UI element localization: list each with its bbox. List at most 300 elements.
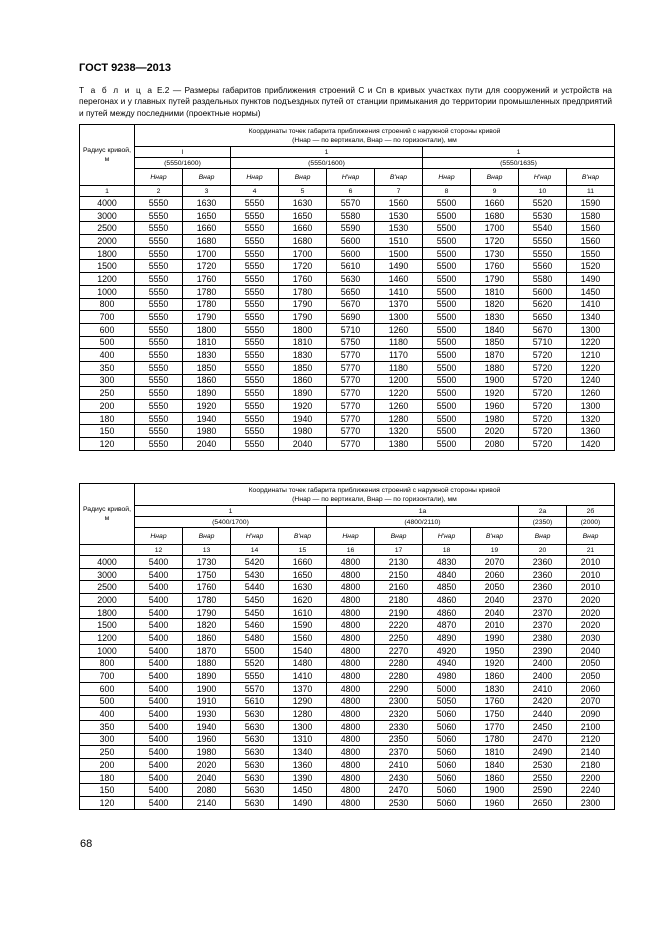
column-number: 18 xyxy=(423,545,471,556)
value-cell: 5630 xyxy=(231,784,279,797)
value-cell: 2650 xyxy=(519,797,567,810)
value-cell: 5060 xyxy=(423,746,471,759)
radius-cell: 250 xyxy=(80,746,135,759)
value-cell: 1780 xyxy=(279,285,327,298)
column-header: H'нар xyxy=(423,528,471,545)
table-row xyxy=(80,247,615,260)
table-row xyxy=(80,323,615,336)
value-cell: 1290 xyxy=(279,695,327,708)
value-cell: 4860 xyxy=(423,594,471,607)
value-cell: 1790 xyxy=(279,298,327,311)
table-row xyxy=(80,222,615,235)
gabarit-group: 2б xyxy=(567,506,615,517)
column-number: 4 xyxy=(231,186,279,197)
value-cell: 1940 xyxy=(279,412,327,425)
value-cell: 1490 xyxy=(567,273,615,286)
value-cell: 5550 xyxy=(135,361,183,374)
column-header: H'нар xyxy=(519,169,567,186)
value-cell: 2020 xyxy=(567,619,615,632)
radius-cell: 600 xyxy=(80,323,135,336)
value-cell: 1340 xyxy=(567,311,615,324)
table-row xyxy=(80,797,615,810)
table-row xyxy=(80,260,615,273)
value-cell: 1890 xyxy=(183,387,231,400)
value-cell: 2180 xyxy=(567,759,615,772)
value-cell: 2160 xyxy=(375,581,423,594)
table-row xyxy=(80,581,615,594)
value-cell: 5550 xyxy=(135,374,183,387)
value-cell: 1650 xyxy=(279,568,327,581)
value-cell: 1650 xyxy=(183,209,231,222)
column-number: 19 xyxy=(471,545,519,556)
value-cell: 2010 xyxy=(471,619,519,632)
value-cell: 1500 xyxy=(375,247,423,260)
value-cell: 2040 xyxy=(471,606,519,619)
value-cell: 4800 xyxy=(327,708,375,721)
value-cell: 1300 xyxy=(567,400,615,413)
value-cell: 5550 xyxy=(231,298,279,311)
column-number: 15 xyxy=(279,545,327,556)
table-row xyxy=(80,506,615,517)
value-cell: 5580 xyxy=(327,209,375,222)
value-cell: 2410 xyxy=(519,682,567,695)
value-cell: 1260 xyxy=(375,400,423,413)
value-cell: 1960 xyxy=(471,400,519,413)
value-cell: 5550 xyxy=(135,412,183,425)
value-cell: 5550 xyxy=(231,412,279,425)
column-header: B'нар xyxy=(375,169,423,186)
value-cell: 5550 xyxy=(231,336,279,349)
value-cell: 1200 xyxy=(375,374,423,387)
value-cell: 1450 xyxy=(279,784,327,797)
value-cell: 2150 xyxy=(375,568,423,581)
gabarit-subgroup: (2350) xyxy=(519,517,567,528)
value-cell: 5610 xyxy=(327,260,375,273)
value-cell: 5630 xyxy=(231,746,279,759)
column-header: Bнар xyxy=(183,528,231,545)
value-cell: 1680 xyxy=(183,235,231,248)
value-cell: 4800 xyxy=(327,771,375,784)
value-cell: 1730 xyxy=(183,556,231,569)
gabarit-group: 1а xyxy=(327,506,519,517)
value-cell: 2490 xyxy=(519,746,567,759)
value-cell: 1920 xyxy=(183,400,231,413)
value-cell: 1750 xyxy=(471,708,519,721)
radius-cell: 1500 xyxy=(80,260,135,273)
value-cell: 1420 xyxy=(567,438,615,451)
value-cell: 5550 xyxy=(519,247,567,260)
value-cell: 1860 xyxy=(471,771,519,784)
column-header: Bнар xyxy=(519,528,567,545)
value-cell: 1860 xyxy=(183,374,231,387)
column-header: H'нар xyxy=(327,169,375,186)
radius-cell: 200 xyxy=(80,400,135,413)
value-cell: 5400 xyxy=(135,720,183,733)
value-cell: 5550 xyxy=(135,235,183,248)
radius-cell: 150 xyxy=(80,784,135,797)
value-cell: 2020 xyxy=(183,759,231,772)
column-number: 10 xyxy=(519,186,567,197)
value-cell: 4830 xyxy=(423,556,471,569)
value-cell: 1720 xyxy=(183,260,231,273)
table-row xyxy=(80,438,615,451)
value-cell: 5480 xyxy=(231,632,279,645)
value-cell: 1950 xyxy=(471,644,519,657)
value-cell: 5610 xyxy=(231,695,279,708)
column-number-empty xyxy=(80,545,135,556)
value-cell: 1410 xyxy=(567,298,615,311)
value-cell: 5550 xyxy=(231,323,279,336)
value-cell: 2400 xyxy=(519,670,567,683)
value-cell: 1830 xyxy=(471,311,519,324)
value-cell: 5450 xyxy=(231,606,279,619)
value-cell: 1260 xyxy=(375,323,423,336)
value-cell: 5550 xyxy=(135,209,183,222)
value-cell: 2300 xyxy=(375,695,423,708)
value-cell: 2070 xyxy=(471,556,519,569)
value-cell: 1560 xyxy=(375,197,423,210)
value-cell: 5500 xyxy=(423,323,471,336)
value-cell: 1360 xyxy=(567,425,615,438)
table-row xyxy=(80,484,615,506)
table-row xyxy=(80,273,615,286)
radius-cell: 180 xyxy=(80,771,135,784)
value-cell: 2020 xyxy=(567,594,615,607)
value-cell: 1720 xyxy=(279,260,327,273)
value-cell: 2470 xyxy=(519,733,567,746)
column-header: Hнар xyxy=(135,169,183,186)
value-cell: 5550 xyxy=(231,361,279,374)
value-cell: 1860 xyxy=(279,374,327,387)
value-cell: 4800 xyxy=(327,720,375,733)
value-cell: 4940 xyxy=(423,657,471,670)
value-cell: 5720 xyxy=(519,374,567,387)
radius-cell: 4000 xyxy=(80,556,135,569)
value-cell: 5520 xyxy=(519,197,567,210)
radius-cell: 600 xyxy=(80,682,135,695)
value-cell: 2440 xyxy=(519,708,567,721)
value-cell: 1800 xyxy=(279,323,327,336)
column-number: 14 xyxy=(231,545,279,556)
value-cell: 4800 xyxy=(327,594,375,607)
value-cell: 2360 xyxy=(519,581,567,594)
value-cell: 1410 xyxy=(375,285,423,298)
value-cell: 1630 xyxy=(279,197,327,210)
table-row xyxy=(80,209,615,222)
value-cell: 1240 xyxy=(567,374,615,387)
value-cell: 1880 xyxy=(183,657,231,670)
value-cell: 1550 xyxy=(567,247,615,260)
column-number: 1 xyxy=(80,186,135,197)
value-cell: 1940 xyxy=(183,720,231,733)
value-cell: 5630 xyxy=(231,759,279,772)
value-cell: 2330 xyxy=(375,720,423,733)
value-cell: 5540 xyxy=(519,222,567,235)
value-cell: 5000 xyxy=(423,682,471,695)
value-cell: 5420 xyxy=(231,556,279,569)
value-cell: 5630 xyxy=(327,273,375,286)
value-cell: 2220 xyxy=(375,619,423,632)
value-cell: 5500 xyxy=(423,260,471,273)
value-cell: 5550 xyxy=(135,387,183,400)
value-cell: 2400 xyxy=(519,657,567,670)
value-cell: 5400 xyxy=(135,759,183,772)
value-cell: 1650 xyxy=(279,209,327,222)
value-cell: 2010 xyxy=(567,568,615,581)
value-cell: 2420 xyxy=(519,695,567,708)
value-cell: 5500 xyxy=(423,222,471,235)
value-cell: 5710 xyxy=(519,336,567,349)
radius-cell: 500 xyxy=(80,695,135,708)
table-row xyxy=(80,517,615,528)
value-cell: 1810 xyxy=(279,336,327,349)
value-cell: 1850 xyxy=(279,361,327,374)
value-cell: 2020 xyxy=(567,606,615,619)
value-cell: 1940 xyxy=(183,412,231,425)
value-cell: 1700 xyxy=(471,222,519,235)
value-cell: 5440 xyxy=(231,581,279,594)
title-line-1: Координаты точек габарита приближения строений с наружной стороны кривой xyxy=(248,127,501,135)
value-cell: 5500 xyxy=(423,387,471,400)
table-row xyxy=(80,619,615,632)
value-cell: 2040 xyxy=(567,644,615,657)
value-cell: 5060 xyxy=(423,797,471,810)
value-cell: 5500 xyxy=(423,400,471,413)
value-cell: 5550 xyxy=(231,222,279,235)
value-cell: 2200 xyxy=(567,771,615,784)
value-cell: 4890 xyxy=(423,632,471,645)
value-cell: 2410 xyxy=(375,759,423,772)
radius-cell: 300 xyxy=(80,733,135,746)
value-cell: 1530 xyxy=(375,222,423,235)
table-row xyxy=(80,545,615,556)
value-cell: 1520 xyxy=(567,260,615,273)
column-header: Bнар xyxy=(183,169,231,186)
value-cell: 2530 xyxy=(375,797,423,810)
table-row xyxy=(80,412,615,425)
value-cell: 5500 xyxy=(231,644,279,657)
value-cell: 5500 xyxy=(423,425,471,438)
value-cell: 5400 xyxy=(135,644,183,657)
table-row xyxy=(80,556,615,569)
value-cell: 5770 xyxy=(327,438,375,451)
value-cell: 1890 xyxy=(279,387,327,400)
value-cell: 2470 xyxy=(375,784,423,797)
column-number: 16 xyxy=(327,545,375,556)
title-line-2: (Hнар — по вертикали, Bнар — по горизонтали), мм xyxy=(292,495,457,503)
table-row xyxy=(80,387,615,400)
value-cell: 5600 xyxy=(327,247,375,260)
value-cell: 5500 xyxy=(423,374,471,387)
value-cell: 5500 xyxy=(423,361,471,374)
value-cell: 1820 xyxy=(471,298,519,311)
value-cell: 2370 xyxy=(519,594,567,607)
value-cell: 4800 xyxy=(327,556,375,569)
value-cell: 5430 xyxy=(231,568,279,581)
value-cell: 5550 xyxy=(135,425,183,438)
value-cell: 5720 xyxy=(519,361,567,374)
value-cell: 1850 xyxy=(183,361,231,374)
value-cell: 5670 xyxy=(327,298,375,311)
value-cell: 5500 xyxy=(423,336,471,349)
value-cell: 1960 xyxy=(471,797,519,810)
radius-cell: 250 xyxy=(80,387,135,400)
value-cell: 2450 xyxy=(519,720,567,733)
value-cell: 5050 xyxy=(423,695,471,708)
table-row xyxy=(80,632,615,645)
table-row xyxy=(80,235,615,248)
value-cell: 1980 xyxy=(183,425,231,438)
table-row xyxy=(80,197,615,210)
value-cell: 1410 xyxy=(279,670,327,683)
value-cell: 1770 xyxy=(471,720,519,733)
radius-cell: 350 xyxy=(80,720,135,733)
value-cell: 1780 xyxy=(471,733,519,746)
value-cell: 4870 xyxy=(423,619,471,632)
table-row xyxy=(80,285,615,298)
value-cell: 5550 xyxy=(135,273,183,286)
value-cell: 1560 xyxy=(567,235,615,248)
value-cell: 5550 xyxy=(135,311,183,324)
column-number: 20 xyxy=(519,545,567,556)
radius-cell: 700 xyxy=(80,311,135,324)
column-number: 3 xyxy=(183,186,231,197)
column-header: Bнар xyxy=(279,169,327,186)
value-cell: 1700 xyxy=(183,247,231,260)
value-cell: 2350 xyxy=(375,733,423,746)
value-cell: 4800 xyxy=(327,784,375,797)
table-row xyxy=(80,784,615,797)
value-cell: 5600 xyxy=(327,235,375,248)
radius-cell: 350 xyxy=(80,361,135,374)
table-row xyxy=(80,169,615,186)
value-cell: 5520 xyxy=(231,657,279,670)
column-header: Bнар xyxy=(471,169,519,186)
radius-cell: 1200 xyxy=(80,632,135,645)
value-cell: 1320 xyxy=(567,412,615,425)
table-row xyxy=(80,682,615,695)
value-cell: 5450 xyxy=(231,594,279,607)
value-cell: 5630 xyxy=(231,720,279,733)
value-cell: 5720 xyxy=(519,400,567,413)
column-number: 9 xyxy=(471,186,519,197)
column-number: 21 xyxy=(567,545,615,556)
gabarit-group: I xyxy=(135,147,231,158)
value-cell: 1760 xyxy=(183,581,231,594)
value-cell: 1310 xyxy=(279,733,327,746)
value-cell: 1610 xyxy=(279,606,327,619)
value-cell: 5530 xyxy=(519,209,567,222)
value-cell: 1760 xyxy=(279,273,327,286)
value-cell: 5630 xyxy=(231,797,279,810)
value-cell: 5500 xyxy=(423,197,471,210)
page-number: 68 xyxy=(80,838,93,850)
value-cell: 4860 xyxy=(423,606,471,619)
title-line-2: (Hнар — по вертикали, Bнар — по горизонтали), мм xyxy=(292,136,457,144)
value-cell: 1540 xyxy=(279,644,327,657)
radius-cell: 2500 xyxy=(80,581,135,594)
radius-cell: 1200 xyxy=(80,273,135,286)
value-cell: 2430 xyxy=(375,771,423,784)
table-caption xyxy=(79,85,612,119)
value-cell: 5060 xyxy=(423,708,471,721)
value-cell: 1660 xyxy=(279,556,327,569)
value-cell: 1510 xyxy=(375,235,423,248)
value-cell: 5550 xyxy=(135,222,183,235)
value-cell: 1820 xyxy=(183,619,231,632)
column-header: Bнар xyxy=(375,528,423,545)
value-cell: 5550 xyxy=(231,197,279,210)
value-cell: 1860 xyxy=(183,632,231,645)
value-cell: 5550 xyxy=(231,349,279,362)
value-cell: 1220 xyxy=(375,387,423,400)
value-cell: 1900 xyxy=(471,374,519,387)
value-cell: 1830 xyxy=(471,682,519,695)
value-cell: 5400 xyxy=(135,594,183,607)
value-cell: 1870 xyxy=(183,644,231,657)
value-cell: 1560 xyxy=(279,632,327,645)
value-cell: 2040 xyxy=(183,438,231,451)
value-cell: 1630 xyxy=(183,197,231,210)
value-cell: 4840 xyxy=(423,568,471,581)
table-row xyxy=(80,147,615,158)
gabarit-subgroup: (2000) xyxy=(567,517,615,528)
value-cell: 5400 xyxy=(135,746,183,759)
column-header: Hнар xyxy=(135,528,183,545)
value-cell: 5550 xyxy=(231,374,279,387)
value-cell: 5650 xyxy=(327,285,375,298)
value-cell: 1830 xyxy=(279,349,327,362)
radius-cell: 1800 xyxy=(80,606,135,619)
column-number: 13 xyxy=(183,545,231,556)
value-cell: 5770 xyxy=(327,425,375,438)
column-number: 5 xyxy=(279,186,327,197)
value-cell: 5550 xyxy=(231,260,279,273)
value-cell: 2270 xyxy=(375,644,423,657)
value-cell: 1830 xyxy=(183,349,231,362)
table-row xyxy=(80,695,615,708)
value-cell: 5770 xyxy=(327,387,375,400)
table-part-1 xyxy=(79,124,615,451)
value-cell: 1870 xyxy=(471,349,519,362)
value-cell: 2100 xyxy=(567,720,615,733)
value-cell: 4800 xyxy=(327,632,375,645)
value-cell: 5500 xyxy=(423,209,471,222)
column-number: 11 xyxy=(567,186,615,197)
column-header: Bнар xyxy=(567,528,615,545)
value-cell: 4800 xyxy=(327,682,375,695)
value-cell: 5060 xyxy=(423,759,471,772)
radius-cell: 700 xyxy=(80,670,135,683)
column-group-title xyxy=(135,125,615,147)
column-number: 6 xyxy=(327,186,375,197)
document-header: ГОСТ 9238—2013 xyxy=(79,62,172,74)
value-cell: 1360 xyxy=(279,759,327,772)
radius-cell: 120 xyxy=(80,438,135,451)
value-cell: 2070 xyxy=(567,695,615,708)
value-cell: 1810 xyxy=(471,746,519,759)
value-cell: 1660 xyxy=(183,222,231,235)
table-row xyxy=(80,361,615,374)
value-cell: 1780 xyxy=(183,594,231,607)
value-cell: 1590 xyxy=(567,197,615,210)
value-cell: 1780 xyxy=(183,298,231,311)
radius-cell: 1500 xyxy=(80,619,135,632)
value-cell: 1910 xyxy=(183,695,231,708)
value-cell: 1760 xyxy=(471,260,519,273)
column-header: Hнар xyxy=(423,169,471,186)
table-row xyxy=(80,720,615,733)
